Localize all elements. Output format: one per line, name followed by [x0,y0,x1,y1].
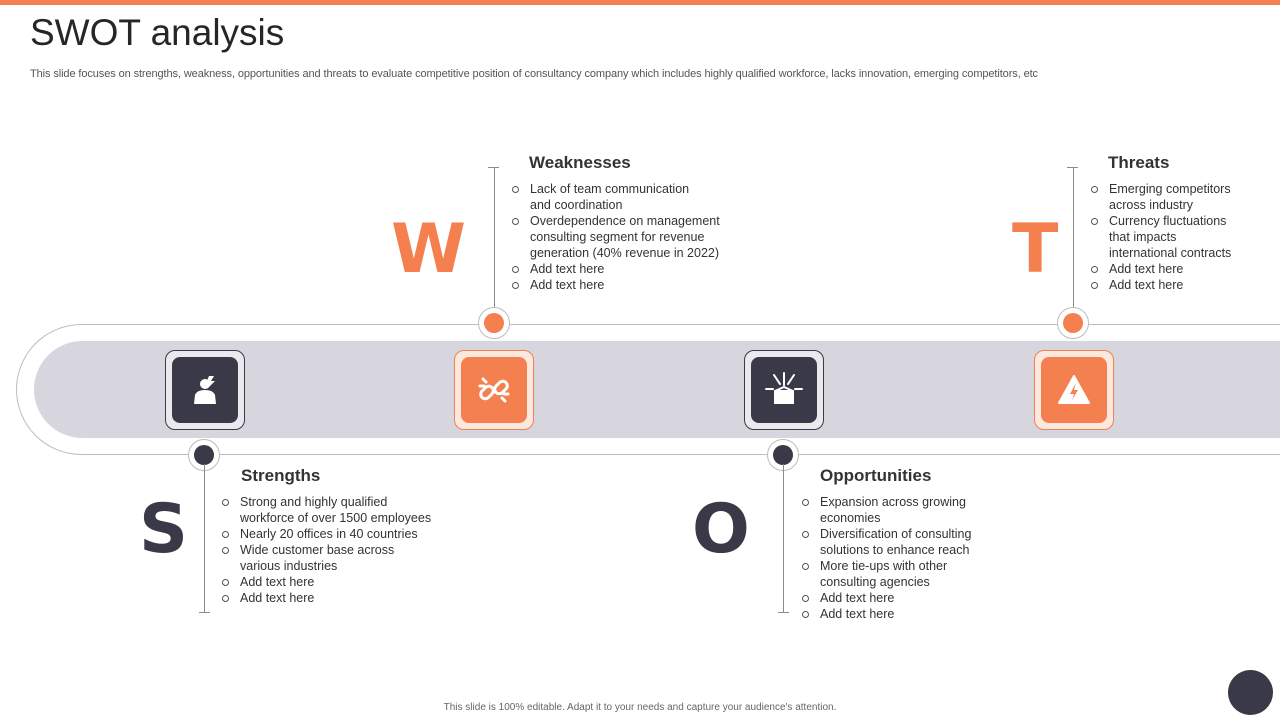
strengths-connector-tick [199,612,210,613]
strengths-icon-box [165,350,245,430]
strengths-dot [194,445,214,465]
weaknesses-dot [484,313,504,333]
list-item-line: Expansion across growing [820,495,966,509]
list-item [1091,213,1231,261]
list-item [1091,261,1231,277]
list-item-line: that impacts [1109,230,1177,244]
threats-dot [1063,313,1083,333]
page-title: SWOT analysis [30,12,285,53]
list-item [222,590,431,606]
list-item-line: Add text here [1109,262,1184,276]
list-item [802,494,971,526]
list-item [512,181,720,213]
list-item-line: consulting agencies [820,575,930,589]
list-item [802,558,971,590]
list-item-line: Currency fluctuations [1109,214,1227,228]
list-item-line: economies [820,511,881,525]
worker-icon [185,370,225,410]
list-item [222,574,431,590]
list-item-line: Nearly 20 offices in 40 countries [240,527,418,541]
list-item-line: international contracts [1109,246,1232,260]
strengths-heading: Strengths [241,466,321,485]
weaknesses-heading: Weaknesses [529,153,631,172]
list-item-line: various industries [240,559,338,573]
list-item-line: Add text here [530,278,605,292]
strengths-connector-line [204,464,205,612]
list-item-line: solutions to enhance reach [820,543,970,557]
list-item-line: Add text here [820,607,895,621]
list-item [222,526,431,542]
list-item-line: and coordination [530,198,623,212]
strengths-letter: S [139,490,188,569]
opportunities-connector-line [783,464,784,612]
list-item-line: Add text here [530,262,605,276]
weaknesses-connector-line [494,167,495,313]
weaknesses-letter: W [391,210,467,289]
list-item-line: Add text here [240,575,315,589]
warning-triangle-icon [1054,370,1094,410]
footer-note: This slide is 100% editable. Adapt it to your needs and capture your audience's attention. [443,702,837,713]
opportunities-connector-tick [778,612,789,613]
opportunities-heading: Opportunities [820,466,932,485]
list-item-line: Diversification of consulting [820,527,972,541]
list-item [222,494,431,526]
threats-letter: T [1012,210,1059,289]
broken-link-icon [474,370,514,410]
list-item-line: across industry [1109,198,1194,212]
threats-icon-box [1034,350,1114,430]
corner-decoration [1228,670,1273,715]
strengths-list [222,494,431,606]
top-accent-bar [0,0,1280,5]
opportunities-letter: O [692,490,750,569]
page-subtitle: This slide focuses on strengths, weakness, opportunities and threats to evaluate competitive position of consultancy company which includes highly qualified workforce, lacks innovation, emerging competitors, etc [30,68,1038,80]
threats-heading: Threats [1108,153,1170,172]
list-item-line: Add text here [820,591,895,605]
list-item-line: consulting segment for revenue [530,230,705,244]
list-item [222,542,431,574]
list-item [512,261,720,277]
list-item [512,213,720,261]
opportunities-icon-box [744,350,824,430]
list-item-line: Strong and highly qualified [240,495,388,509]
list-item-line: workforce of over 1500 employees [240,511,432,525]
threats-connector-line [1073,167,1074,313]
list-item [802,606,971,622]
expanding-box-icon [763,369,805,411]
list-item [802,526,971,558]
opportunities-list [802,494,971,622]
list-item [512,277,720,293]
list-item-line: Wide customer base across [240,543,395,557]
list-item [1091,181,1231,213]
threats-list [1091,181,1231,293]
list-item-line: Overdependence on management [530,214,720,228]
list-item-line: More tie-ups with other [820,559,948,573]
list-item-line: Lack of team communication [530,182,690,196]
weaknesses-list [512,181,720,293]
weaknesses-icon-box [454,350,534,430]
list-item-line: Emerging competitors [1109,182,1231,196]
list-item [1091,277,1231,293]
list-item-line: Add text here [1109,278,1184,292]
list-item [802,590,971,606]
list-item-line: generation (40% revenue in 2022) [530,246,720,260]
list-item-line: Add text here [240,591,315,605]
opportunities-dot [773,445,793,465]
